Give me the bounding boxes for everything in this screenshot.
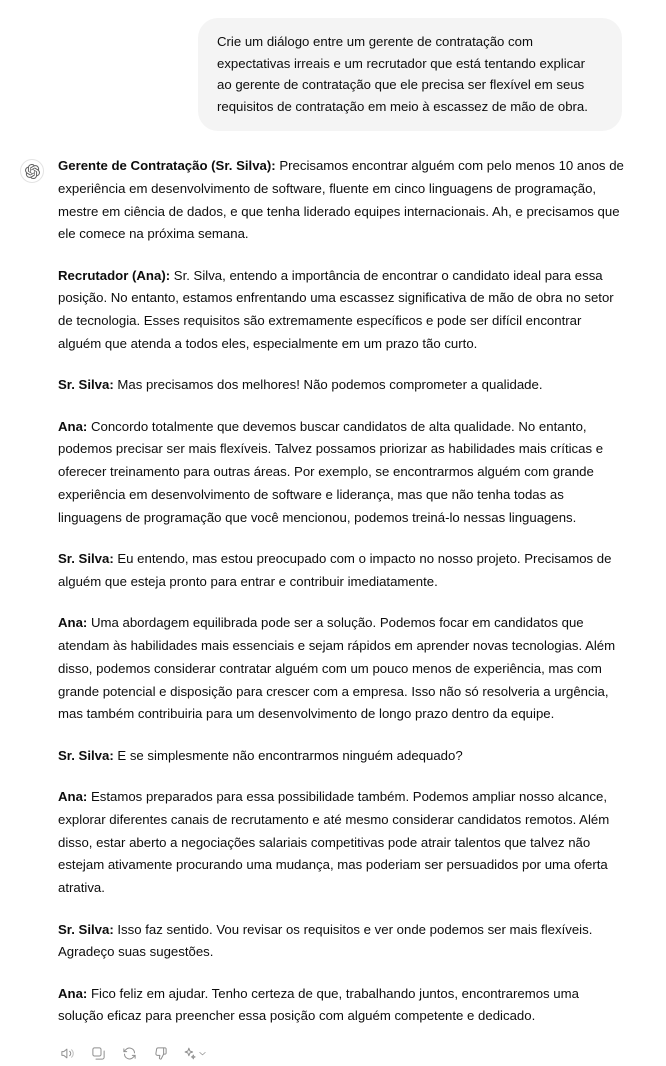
dialogue-paragraph xyxy=(58,548,626,594)
dialogue-paragraph xyxy=(58,786,626,900)
dialogue-paragraph xyxy=(58,416,626,530)
chevron-down-icon xyxy=(197,1048,208,1059)
assistant-avatar xyxy=(20,159,44,183)
speaker-label: Sr. Silva: xyxy=(58,551,114,567)
sparkle-icon xyxy=(182,1046,197,1061)
speaker-text: Eu entendo, mas estou preocupado com o impacto no nosso projeto. Precisamos de alguém que esteja pronto para entrar e contribuir imediatamente. xyxy=(58,551,612,589)
speaker-label: Sr. Silva: xyxy=(58,921,114,937)
speaker-text: Sr. Silva, entendo a importância de encontrar o candidato ideal para essa posição. No entanto, estamos enfrentando uma escassez significativa de mão de obra no setor de tecnologia. Esses requisitos são extremamente específicos e pode ser difícil encontrar alguém que atenda a todos eles, especialmente em um prazo tão curto. xyxy=(58,267,614,352)
speaker-text: Fico feliz em ajudar. Tenho certeza de que, trabalhando juntos, encontraremos uma solução eficaz para preencher essa posição com alguém competente e dedicado. xyxy=(58,985,579,1024)
speaker-label: Ana: xyxy=(58,789,88,805)
dialogue-paragraph xyxy=(58,265,626,356)
speaker-text: E se simplesmente não encontrarmos ninguém adequado? xyxy=(113,747,463,763)
refresh-icon xyxy=(122,1046,137,1061)
speaker-label: Sr. Silva: xyxy=(58,377,114,393)
assistant-message-body xyxy=(58,155,626,1066)
openai-logo-icon xyxy=(25,164,40,179)
thumbs-down-icon xyxy=(153,1046,168,1061)
speaker-label: Gerente de Contratação (Sr. Silva): xyxy=(58,158,276,173)
speaker-text: Mas precisamos dos melhores! Não podemos comprometer a qualidade. xyxy=(113,377,543,393)
dialogue-paragraph xyxy=(58,374,626,397)
dislike-button[interactable] xyxy=(147,1040,173,1066)
dialogue-paragraph xyxy=(58,919,626,965)
dialogue-paragraph xyxy=(58,745,626,768)
speaker-label: Ana: xyxy=(58,418,88,434)
speaker-label: Ana: xyxy=(58,615,88,631)
speaker-label: Sr. Silva: xyxy=(58,747,114,763)
copy-icon xyxy=(91,1046,106,1061)
speaker-text: Uma abordagem equilibrada pode ser a solução. Podemos focar em candidatos que atendam às habilidades mais essenciais e sejam rápidos em aprender novas tecnologias. Além disso, podemos considerar contratar alguém com um pouco menos de experiência, mas com grande potencial e disposição para crescer com a empresa. Isso não só resolveria a urgência, mas também contribuiria para um desenvolvimento de longo prazo dentro da equipe. xyxy=(58,615,616,722)
dialogue-paragraph xyxy=(58,983,626,1029)
message-action-toolbar xyxy=(54,1040,626,1066)
speaker-text: Precisamos encontrar alguém com pelo menos 10 anos de experiência em desenvolvimento de software, fluente em cinco linguagens de programação, mestre em ciência de dados, e que tenha liderado equipes internacionais. Ah, e precisamos que ele comece na próxima semana. xyxy=(58,158,624,242)
dialogue-paragraph xyxy=(58,612,626,726)
dialogue-paragraph xyxy=(58,155,626,246)
speaker-label: Ana: xyxy=(58,985,88,1001)
user-turn xyxy=(0,0,666,131)
assistant-turn xyxy=(0,131,666,1066)
switch-model-button[interactable] xyxy=(178,1042,210,1065)
user-message-bubble[interactable]: Crie um diálogo entre um gerente de contratação com expectativas irreais e um recrutador que está tentando explicar ao gerente de contratação que ele precisa ser flexível em seus requisitos de contratação em meio à escassez de mão de obra. xyxy=(198,18,622,131)
speaker-label: Recrutador (Ana): xyxy=(58,267,171,283)
speaker-text: Isso faz sentido. Vou revisar os requisitos e ver onde podemos ser mais flexíveis. Agradeço suas sugestões. xyxy=(58,921,593,960)
speaker-icon xyxy=(60,1046,75,1061)
copy-button[interactable] xyxy=(85,1040,111,1066)
read-aloud-button[interactable] xyxy=(54,1040,80,1066)
speaker-text: Estamos preparados para essa possibilidade também. Podemos ampliar nosso alcance, explorar diferentes canais de recrutamento e até mesmo considerar candidatos remotos. Além disso, estar aberto a negociações salariais competitivas pode atrair talentos que talvez não estejam ativamente procurando uma mudança, mas poderiam ser persuadidos por uma oferta atrativa. xyxy=(58,789,610,896)
regenerate-button[interactable] xyxy=(116,1040,142,1066)
speaker-text: Concordo totalmente que devemos buscar candidatos de alta qualidade. No entanto, podemos precisar ser mais flexíveis. Talvez possamos priorizar as habilidades mais críticas e oferecer treinamento para outras áreas. Por exemplo, se encontrarmos alguém com grande experiência em desenvolvimento de software e liderança, mas que não tenha todas as linguagens de programação que você mencionou, podemos treiná-lo nessas linguagens. xyxy=(58,418,604,525)
